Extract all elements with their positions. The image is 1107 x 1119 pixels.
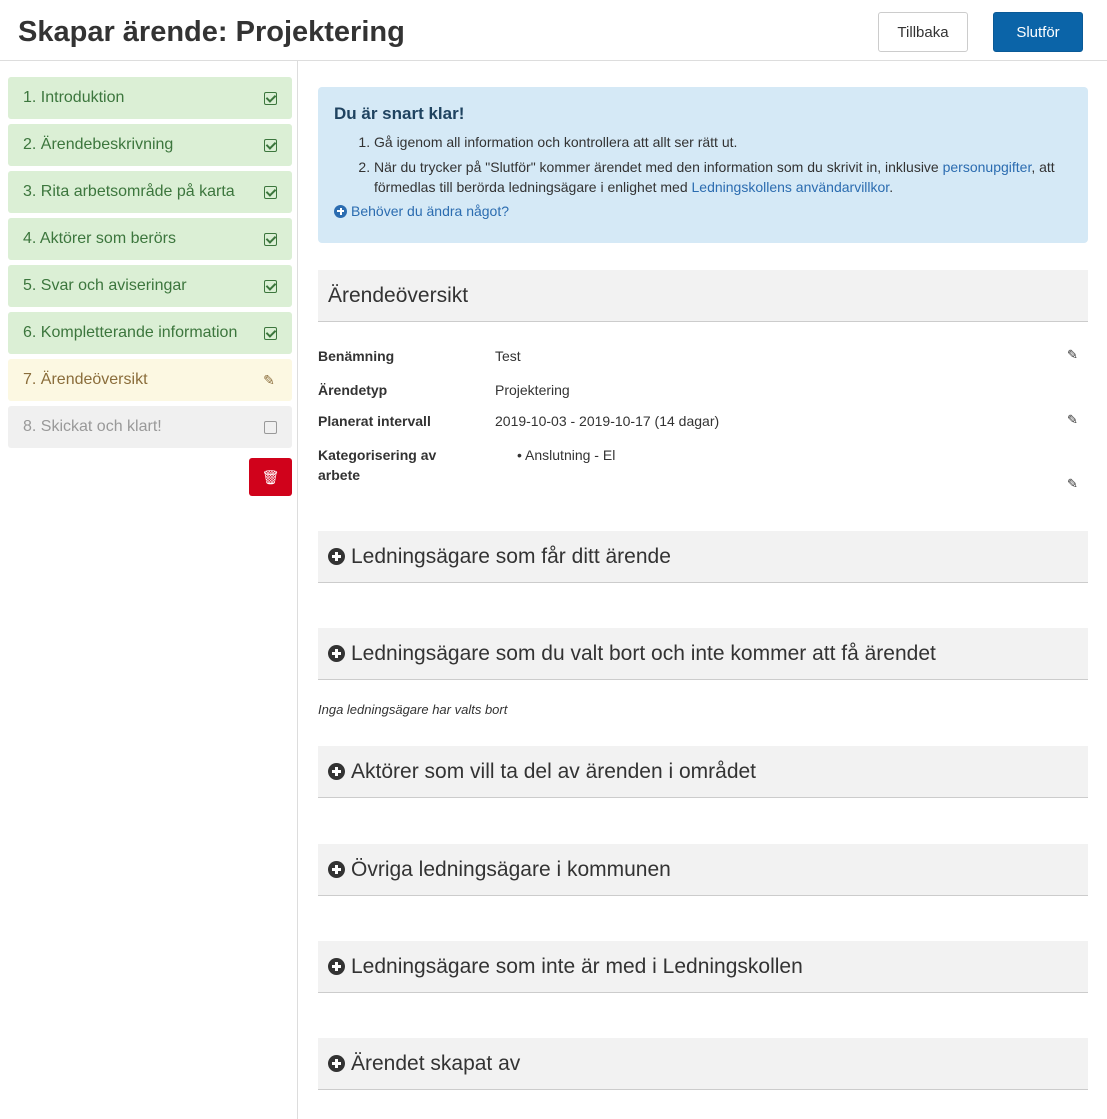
- text: , att förmedlas till berörda ledningsägare i enlighet med: [374, 159, 1055, 195]
- step-additional-info[interactable]: [8, 312, 292, 354]
- field-value: 2019-10-03 - 2019-10-17 (14 dagar): [495, 413, 720, 429]
- section-title: Aktörer som vill ta del av ärenden i området: [351, 759, 757, 783]
- plus-circle-icon: [328, 763, 345, 780]
- text: .: [889, 179, 894, 195]
- step-map[interactable]: [8, 171, 292, 213]
- check-icon: [264, 327, 277, 340]
- delete-button[interactable]: [249, 458, 292, 496]
- field-value: • Anslutning - El: [517, 447, 616, 463]
- page-title: Skapar ärende: Projektering: [18, 16, 405, 48]
- step-label: 8. Skickat och klart!: [23, 418, 162, 435]
- back-button[interactable]: Tillbaka: [878, 12, 968, 52]
- need-change-link[interactable]: [334, 203, 1072, 219]
- info-box: [318, 87, 1088, 243]
- step-label: 4. Aktörer som berörs: [23, 230, 176, 247]
- plus-circle-icon: [328, 861, 345, 878]
- empty-note: Inga ledningsägare har valts bort: [318, 702, 508, 717]
- step-overview[interactable]: [8, 359, 292, 401]
- check-icon: [264, 233, 277, 246]
- section-actors[interactable]: [318, 746, 1088, 798]
- step-actors[interactable]: [8, 218, 292, 260]
- field-value: Test: [495, 348, 521, 364]
- section-title: Ärendet skapat av: [351, 1051, 521, 1075]
- checkbox-empty-icon: [264, 421, 277, 434]
- plus-circle-icon: [334, 205, 347, 218]
- field-value: Projektering: [495, 382, 570, 398]
- plus-circle-icon: [328, 958, 345, 975]
- check-icon: [264, 139, 277, 152]
- section-title: Ledningsägare som inte är med i Ledningskollen: [351, 954, 803, 978]
- finish-button[interactable]: Slutför: [993, 12, 1083, 52]
- section-other-owners[interactable]: [318, 844, 1088, 896]
- step-label: 3. Rita arbetsområde på karta: [23, 183, 235, 200]
- plus-circle-icon: [328, 548, 345, 565]
- text: När du trycker på "Slutför" kommer ärendet med den information som du skrivit in, inklusive: [374, 159, 943, 175]
- step-sent: [8, 406, 292, 448]
- overview-header: [318, 270, 1088, 322]
- section-title: Ledningsägare som får ditt ärende: [351, 544, 671, 568]
- edit-icon[interactable]: ✎: [1067, 347, 1078, 362]
- step-label: 1. Introduktion: [23, 89, 125, 106]
- personal-data-link[interactable]: personupgifter: [942, 159, 1032, 175]
- step-responses[interactable]: [8, 265, 292, 307]
- plus-circle-icon: [328, 645, 345, 662]
- info-item: [374, 157, 1072, 197]
- check-icon: [264, 280, 277, 293]
- section-title: Ärendeöversikt: [328, 283, 469, 307]
- trash-icon: 🗑: [261, 468, 280, 485]
- section-deselected[interactable]: [318, 628, 1088, 680]
- section-created-by[interactable]: [318, 1038, 1088, 1090]
- step-label: 7. Ärendeöversikt: [23, 371, 148, 388]
- edit-icon[interactable]: ✎: [1067, 476, 1078, 491]
- step-label: 6. Kompletterande information: [23, 324, 238, 341]
- plus-circle-icon: [328, 1055, 345, 1072]
- header: [0, 0, 1107, 61]
- section-title: Ledningsägare som du valt bort och inte kommer att få ärendet: [351, 641, 936, 665]
- step-label: 2. Ärendebeskrivning: [23, 136, 174, 153]
- list-value: Anslutning - El: [525, 447, 616, 463]
- field-label: Kategorisering av arbete: [318, 447, 437, 483]
- step-introduction[interactable]: [8, 77, 292, 119]
- edit-icon[interactable]: ✎: [1067, 412, 1078, 427]
- check-icon: [264, 92, 277, 105]
- step-description[interactable]: [8, 124, 292, 166]
- info-item: 1. Gå igenom all information och kontrollera att allt ser rätt ut.: [374, 132, 1072, 152]
- section-recipients[interactable]: [318, 531, 1088, 583]
- field-label: Planerat intervall: [318, 413, 431, 429]
- section-title: Övriga ledningsägare i kommunen: [351, 857, 671, 881]
- edit-icon: ✎: [263, 371, 275, 388]
- terms-link[interactable]: Ledningskollens användarvillkor: [691, 179, 890, 195]
- section-non-members[interactable]: [318, 941, 1088, 993]
- field-label: Ärendetyp: [318, 382, 388, 398]
- info-title: Du är snart klar!: [334, 104, 465, 123]
- field-label: Benämning: [318, 348, 395, 364]
- step-label: 5. Svar och aviseringar: [23, 277, 187, 294]
- sidebar: [0, 61, 298, 1119]
- link-label: Behöver du ändra något?: [351, 203, 510, 219]
- check-icon: [264, 186, 277, 199]
